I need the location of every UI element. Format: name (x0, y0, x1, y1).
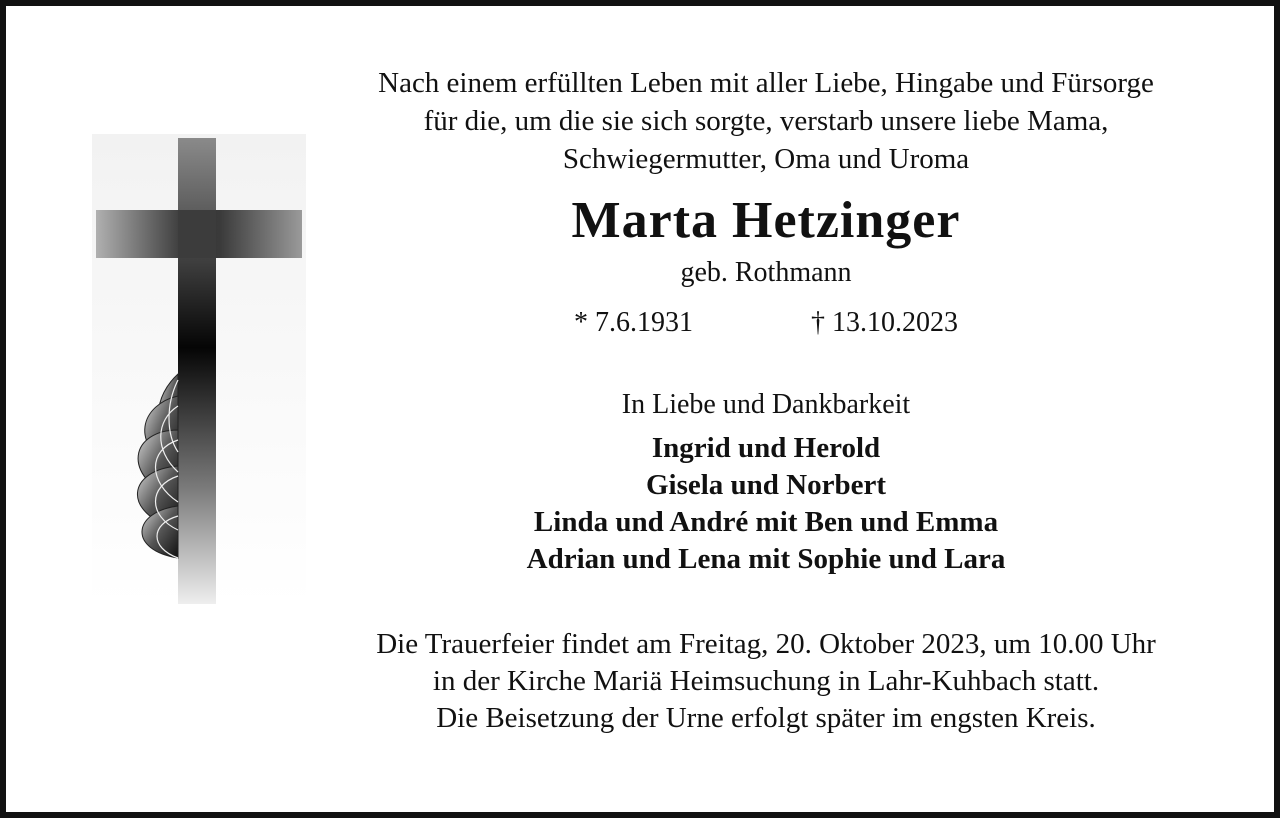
service-details (306, 626, 1226, 737)
mourner-line: Gisela und Norbert (645, 469, 887, 501)
death-date: † 13.10.2023 (811, 307, 958, 338)
maiden-name: geb. Rothmann (680, 257, 852, 288)
life-dates (306, 306, 1226, 340)
cross-icon (92, 134, 306, 606)
intro-line: für die, um die sie sich sorgte, verstarb unsere liebe Mama, (423, 105, 1109, 137)
service-line: Die Beisetzung der Urne erfolgt später im engsten Kreis. (436, 702, 1096, 734)
cross-with-leaves (92, 134, 306, 606)
notice-text (306, 64, 1226, 737)
deceased-name: Marta Hetzinger (571, 192, 961, 249)
mourner-line: Linda und André mit Ben und Emma (533, 506, 999, 538)
mourners-list (306, 430, 1226, 578)
service-line: Die Trauerfeier findet am Freitag, 20. Oktober 2023, um 10.00 Uhr (376, 628, 1156, 660)
birth-date: * 7.6.1931 (574, 307, 693, 338)
intro-line: Nach einem erfüllten Leben mit aller Liebe, Hingabe und Fürsorge (378, 67, 1154, 99)
mourner-line: Adrian und Lena mit Sophie und Lara (526, 543, 1006, 575)
mourner-line: Ingrid und Herold (651, 432, 881, 464)
intro-text (306, 64, 1226, 178)
service-line: in der Kirche Mariä Heimsuchung in Lahr-Kuhbach statt. (432, 665, 1100, 697)
mourners-heading: In Liebe und Dankbarkeit (621, 389, 911, 420)
intro-line: Schwiegermutter, Oma und Uroma (562, 143, 970, 175)
